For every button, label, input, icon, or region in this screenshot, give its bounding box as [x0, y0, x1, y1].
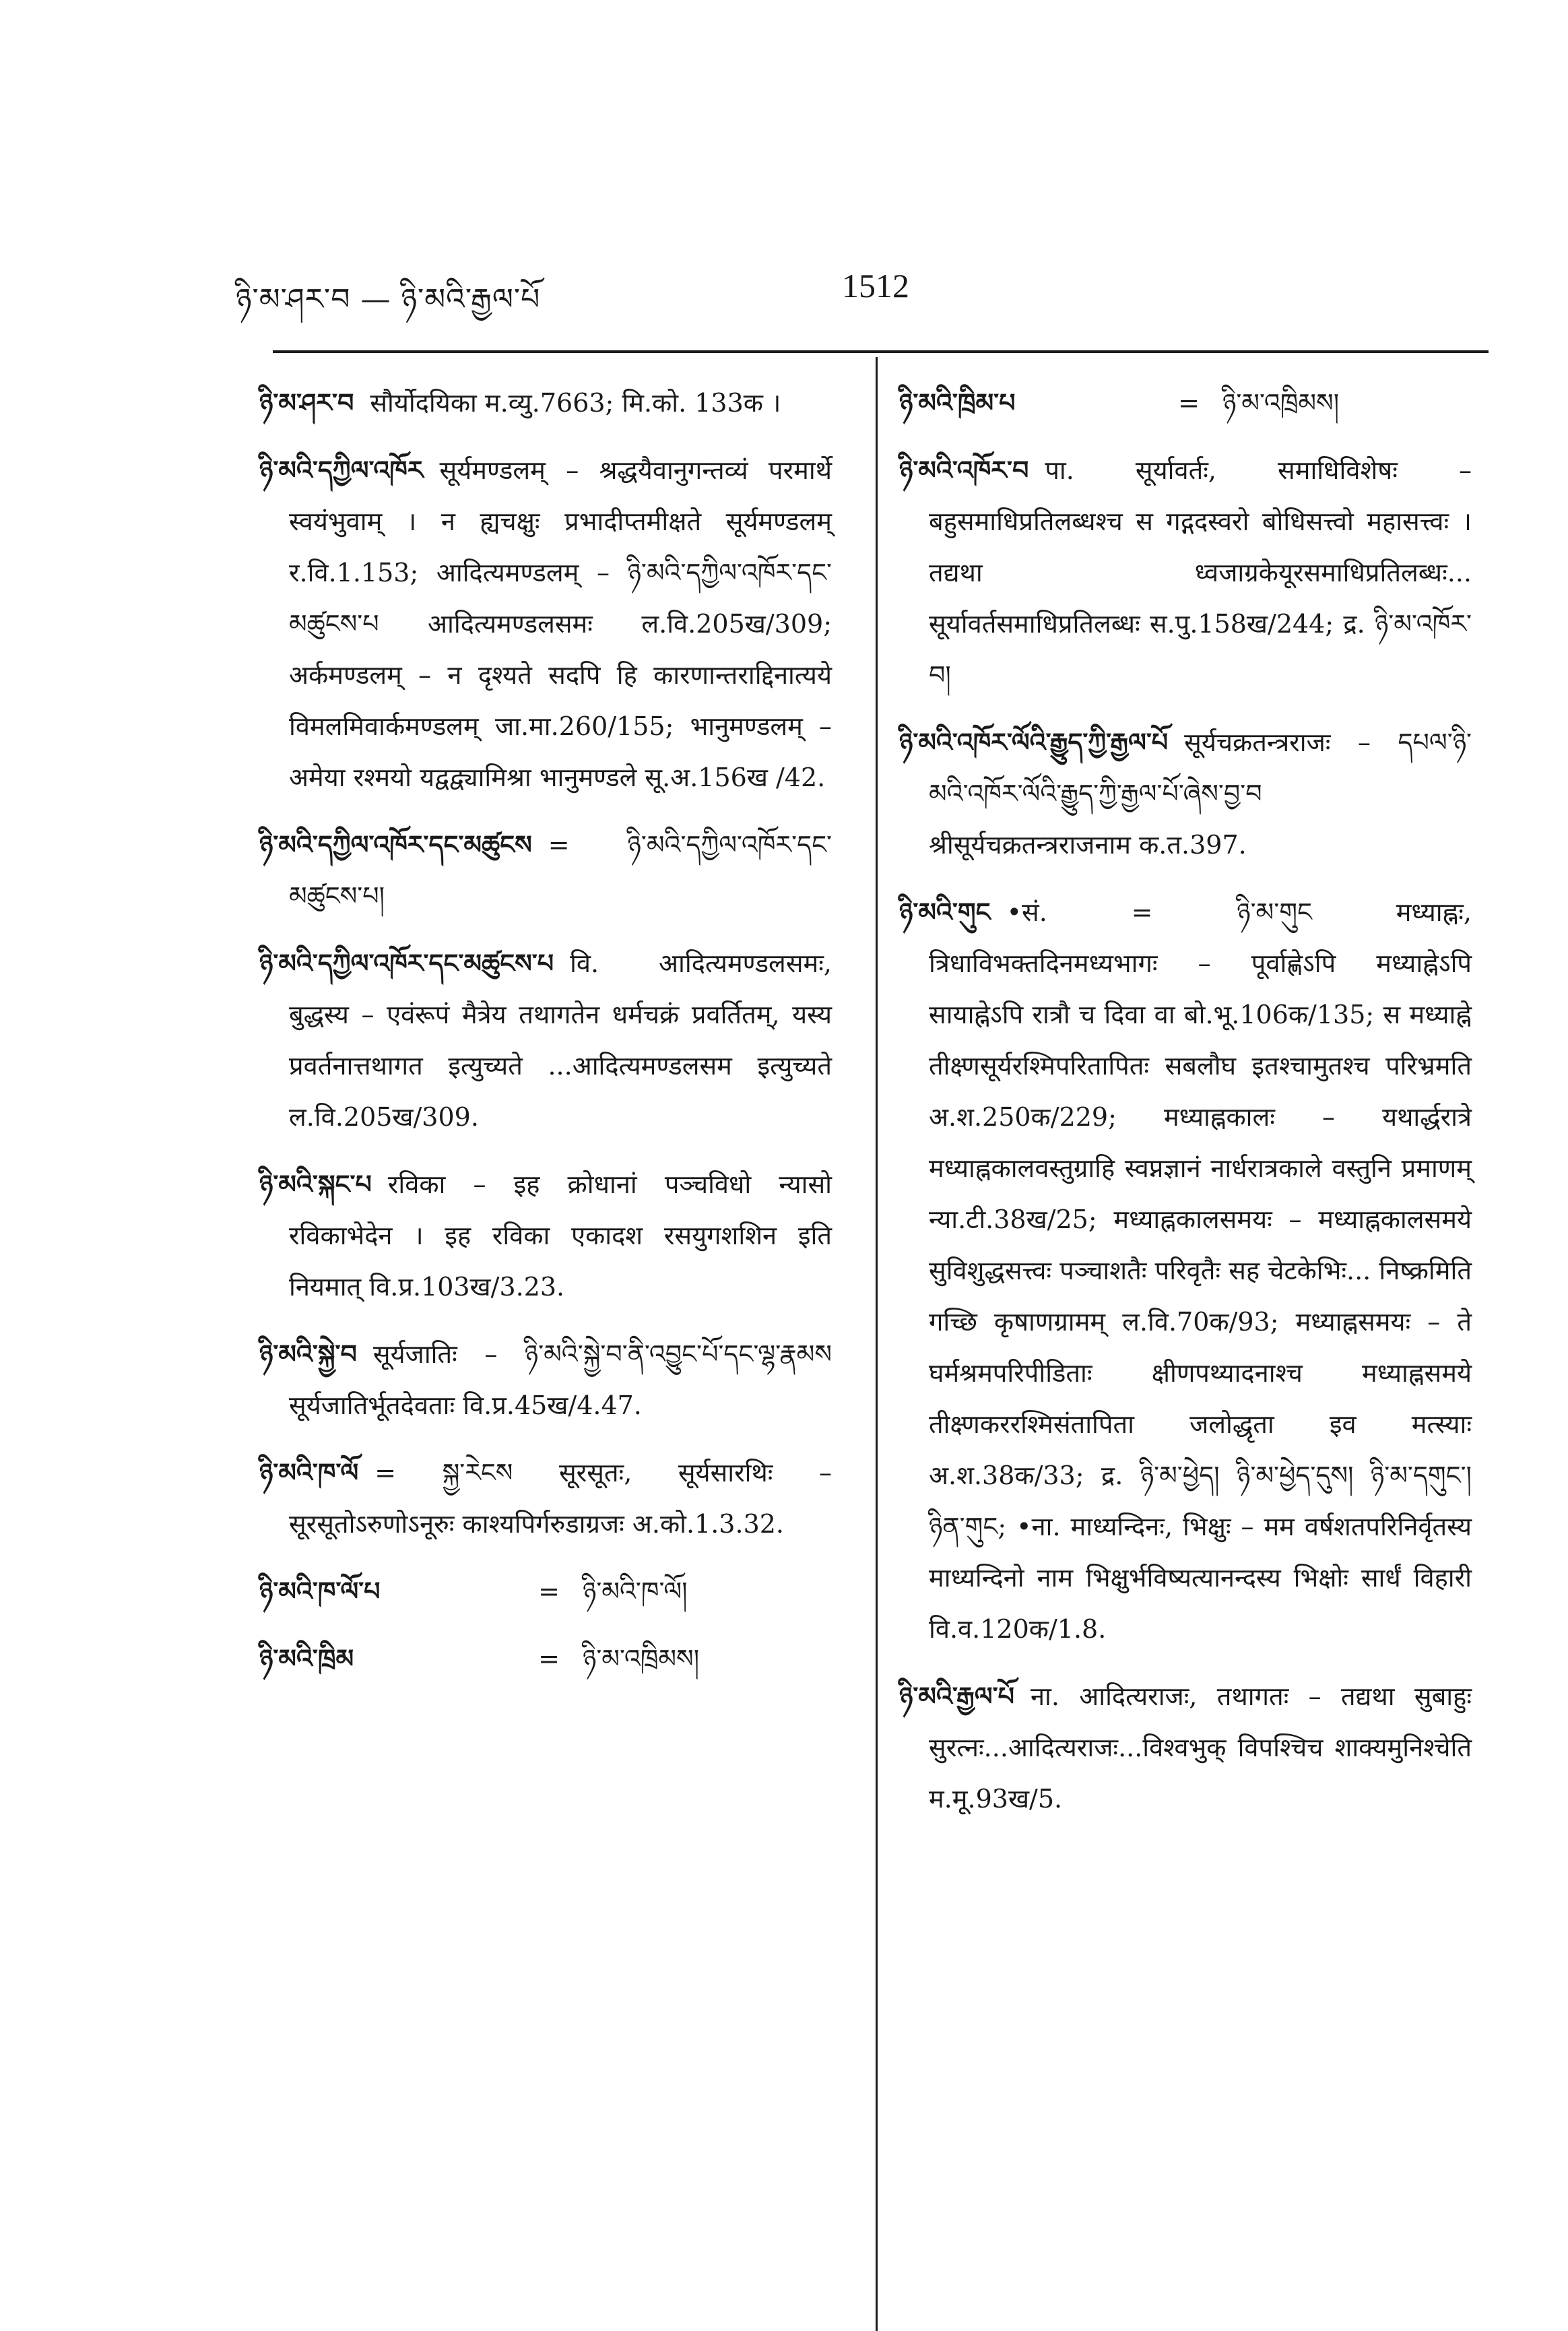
header-rule: [273, 350, 1489, 353]
entry-definition: रविका – इह क्रोधानां पञ्चविधो न्यासो रविकाभेदेन । इह रविका एकादश रसयुगशशिन इति नियमात् वि.प्र.103ख/3.23.: [289, 1170, 832, 1302]
entry-headword: ཉི་མའི་རྒྱལ་པོ: [899, 1681, 1014, 1711]
entry-definition: •सं. = ཉི་མ་གུང मध्याह्नः, त्रिधाविभक्तदिनमध्यभागः – पूर्वाह्णेऽपि मध्याह्नेऽपि सायाह्नेऽपि रात्रौ च दिवा वा बो.भू.106क/135; स मध्याह्ने तीक्ष्णसूर्यरश्मिपरितापितः सबलौघ इतश्चामुतश्च परिभ्रमति अ.श.250क/229; मध्याह्नकालः – यथार्द्धरात्रे मध्याह्नकालवस्तुग्राहि स्वप्नज्ञानं नार्धरात्रकाले वस्तुनि प्रमाणम् न्या.टी.38ख/25; मध्याह्नकालसमयः – मध्याह्नकालसमये सुविशुद्धसत्त्वः पञ्चाशतैः परिवृतैः सह चेटकेभिः... निष्क्रमिति गच्छि कृषाणग्रामम् ल.वि.70क/93; मध्याह्नसमयः – ते घर्मश्रमपरिपीडिताः क्षीणपथ्यादनाश्च मध्याह्नसमये तीक्ष्णकररश्मिसंतापिता जलोद्धृता इव मत्स्याः अ.श.38क/33; द्र. ཉི་མ་ཕྱེད། ཉི་མ་ཕྱེད་དུས། ཉི་མ་དགུང་། ཉིན་གུང; •ना. माध्यन्दिनः, भिक्षुः – मम वर्षशतपरिनिर्वृतस्य माध्यन्दिनो नाम भिक्षुर्भविष्यत्यानन्दस्य भिक्षोः सार्धं विहारी वि.व.120क/1.8.: [929, 897, 1472, 1644]
entry-definition: ना. आदित्यराजः, तथागतः – तद्यथा सुबाहुः सुरत्नः...आदित्यराजः...विश्वभुक् विपश्चिच शाक्यमुनिश्चेति म.मू.93ख/5.: [929, 1682, 1472, 1814]
entry-headword: ཉི་མའི་དཀྱིལ་འཁོར་དང་མཚུངས: [259, 829, 532, 860]
equals-sign: =: [1178, 388, 1200, 418]
dictionary-entry: [259, 445, 832, 803]
entry-headword: ཉི་མའི་འཁོར་ལོའི་རྒྱུད་ཀྱི་རྒྱལ་པོ: [899, 727, 1169, 757]
entry-headword: ཉི་མའི་ཁ་ལོ་པ: [259, 1576, 381, 1606]
entry-headword: ཉི་མའི་ཁ་ལོ: [259, 1457, 359, 1488]
dictionary-entry: [259, 1159, 832, 1312]
dictionary-entry: [259, 1447, 832, 1550]
entry-headword: ཉི་མའི་སྐྱེ་བ: [259, 1339, 357, 1369]
entry-definition: सूर्यमण्डलम् – श्रद्धयैवानुगन्तव्यं परमार्थे स्वयंभुवाम् । न ह्यचक्षुः प्रभादीप्तमीक्षते सूर्यमण्डलम् र.वि.1.153; आदित्यमण्डलम् – ཉི་མའི་དཀྱིལ་འཁོར་དང་མཚུངས་པ आदित्यमण्डलसमः ल.वि.205ख/309; अर्कमण्डलम् – न दृश्यते सदपि हि कारणान्तराद्दिनात्यये विमलमिवार्कमण्डलम् जा.मा.260/155; भानुमण्डलम् – अमेया रश्मयो यद्वद्व्यामिश्रा भानुमण्डले सू.अ.156ख /42.: [289, 455, 832, 792]
entry-headword: ཉི་མའི་དཀྱིལ་འཁོར་དང་མཚུངས་པ: [259, 948, 554, 978]
entry-headword: ཉི་མའི་དཀྱིལ་འཁོར: [259, 455, 424, 485]
entry-headword: ཉི་མའི་ཁྲིམ་པ: [899, 387, 1016, 418]
dictionary-entry: [899, 717, 1472, 870]
cross-reference-target: ཉི་མ་འཁྲིམས།: [1222, 388, 1340, 418]
entry-headword: ཉི་མའི་འཁོར་བ: [899, 455, 1029, 485]
cross-reference-entry: [899, 377, 1472, 428]
entry-headword: ཉི་མ་ཤར་བ: [259, 387, 354, 418]
entry-headword: ཉི་མའི་གུང: [899, 897, 991, 927]
cross-reference-entry: [259, 1566, 832, 1617]
cross-reference-entry: [259, 1633, 832, 1684]
entry-definition: पा. सूर्यावर्तः, समाधिविशेषः – बहुसमाधिप्रतिलब्धश्च स गद्गदस्वरो बोधिसत्त्वो महासत्त्वः । तद्यथा ध्वजाग्रकेयूरसमाधिप्रतिलब्धः... सूर्यावर्तसमाधिप्रतिलब्धः स.पु.158ख/244; द्र. ཉི་མ་འཁོར་བ།: [929, 455, 1472, 690]
entry-definition: सूर्यचक्रतन्त्रराजः – དཔལ་ཉི་མའི་འཁོར་ལོའི་རྒྱུད་ཀྱི་རྒྱལ་པོ་ཞེས་བྱ་བ श्रीसूर्यचक्रतन्त्रराजनाम क.त.397.: [929, 728, 1472, 860]
cross-reference-target: ཉི་མ་འཁྲིམས།: [583, 1644, 700, 1673]
left-column: [259, 377, 832, 1700]
dictionary-entry: [259, 938, 832, 1143]
dictionary-entry: [899, 1671, 1472, 1824]
cross-reference-target: ཉི་མའི་ཁ་ལོ།: [583, 1576, 688, 1606]
right-column: [899, 377, 1472, 1841]
entry-headword: ཉི་མའི་སྐང་པ: [259, 1169, 372, 1199]
dictionary-entry: [259, 1329, 832, 1431]
running-head: ཉི་མ་ཤར་བ — ཉི་མའི་རྒྱལ་པོ: [236, 282, 541, 317]
dictionary-entry: [259, 377, 832, 428]
entry-definition: सूर्यजातिः – ཉི་མའི་སྐྱེ་བ་ནི་འབྱུང་པོ་དང་ལྷ་རྣམས सूर्यजातिर्भूतदेवताः वि.प्र.45ख/4.47.: [289, 1339, 832, 1420]
column-divider: [876, 357, 878, 2331]
page-number: 1512: [842, 267, 909, 305]
equals-sign: =: [538, 1576, 560, 1606]
equals-sign: =: [538, 1644, 560, 1673]
entry-definition: = སྐྱ་རེངས सूरसूतः, सूर्यसारथिः – सूरसूतोऽरुणोऽनूरुः काश्यपिर्गरुडाग्रजः अ.को.1.3.32.: [289, 1458, 832, 1539]
dictionary-entry: [899, 887, 1472, 1655]
dictionary-entry: [899, 445, 1472, 701]
entry-definition: = ཉི་མའི་དཀྱིལ་འཁོར་དང་མཚུངས་པ།: [289, 830, 832, 911]
entry-definition: वि. आदित्यमण्डलसमः, बुद्धस्य – एवंरूपं मैत्रेय तथागतेन धर्मचक्रं प्रवर्तितम्, यस्य प्रवर्तनात्तथागत इत्युच्यते ...आदित्यमण्डलसम इत्युच्यते ल.वि.205ख/309.: [289, 949, 832, 1132]
entry-definition: सौर्योदयिका म.व्यु.7663; मि.को. 133क ।: [370, 388, 781, 418]
dictionary-entry: [259, 819, 832, 922]
entry-headword: ཉི་མའི་ཁྲིམ: [259, 1643, 354, 1673]
